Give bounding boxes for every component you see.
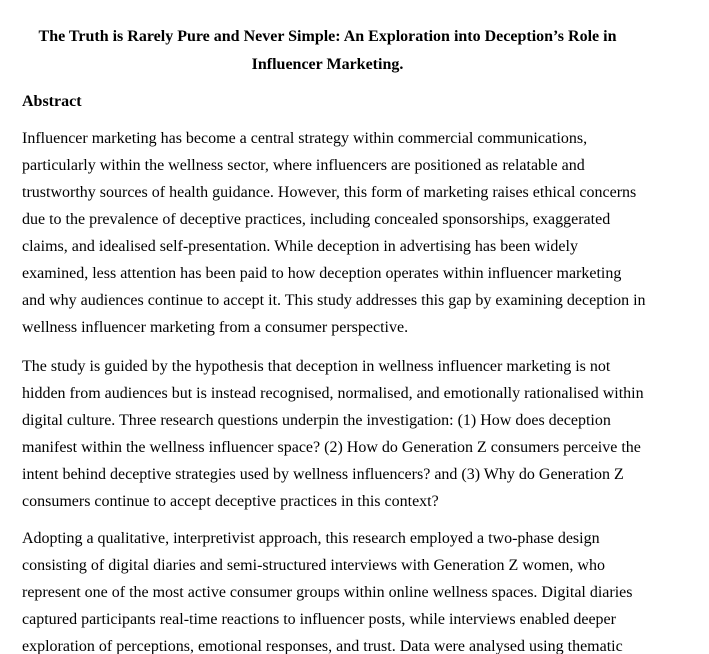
abstract-paragraph-3 [22, 525, 662, 654]
paragraph-line: trustworthy sources of health guidance. However, this form of marketing raises ethical concerns [22, 184, 637, 201]
paragraph-line: Adopting a qualitative, interpretivist approach, this research employed a two-phase design [22, 530, 600, 547]
paragraph-line: manifest within the wellness influencer space? (2) How do Generation Z consumers perceive the [22, 439, 641, 456]
paragraph-line: captured participants real-time reactions to influencer posts, while interviews enabled deeper [22, 611, 616, 628]
paragraph-line: Influencer marketing has become a central strategy within commercial communications, [22, 130, 588, 147]
paragraph-line: digital culture. Three research questions underpin the investigation: (1) How does deception [22, 412, 611, 429]
title-line: Influencer Marketing. [251, 56, 404, 73]
paragraph-line: particularly within the wellness sector, where influencers are positioned as relatable and [22, 157, 585, 174]
paragraph-line: wellness influencer marketing from a consumer perspective. [22, 319, 409, 336]
abstract-paragraph-2 [22, 353, 662, 515]
paper-title [0, 23, 655, 79]
paragraph-line: due to the prevalence of deceptive practices, including concealed sponsorships, exaggerated [22, 211, 611, 228]
paragraph-line: hidden from audiences but is instead recognised, normalised, and emotionally rationalised within [22, 385, 644, 402]
paragraph-line: intent behind deceptive strategies used by wellness influencers? and (3) Why do Generation Z [22, 466, 624, 483]
title-line: The Truth is Rarely Pure and Never Simple: An Exploration into Deception’s Role in [38, 28, 617, 45]
paragraph-line: claims, and idealised self-presentation. While deception in advertising has been widely [22, 238, 578, 255]
paragraph-line: and why audiences continue to accept it. This study addresses this gap by examining deception in [22, 292, 646, 309]
paragraph-line: exploration of perceptions, emotional responses, and trust. Data were analysed using thematic [22, 638, 623, 654]
paragraph-line: The study is guided by the hypothesis that deception in wellness influencer marketing is not [22, 358, 611, 375]
paragraph-line: consumers continue to accept deceptive practices in this context? [22, 493, 439, 510]
paragraph-line: consisting of digital diaries and semi-structured interviews with Generation Z women, who [22, 557, 605, 574]
paragraph-line: examined, less attention has been paid to how deception operates within influencer marketing [22, 265, 622, 282]
abstract-heading: Abstract [22, 93, 82, 110]
abstract-paragraph-1 [22, 125, 662, 341]
paragraph-line: represent one of the most active consumer groups within online wellness spaces. Digital diaries [22, 584, 633, 601]
